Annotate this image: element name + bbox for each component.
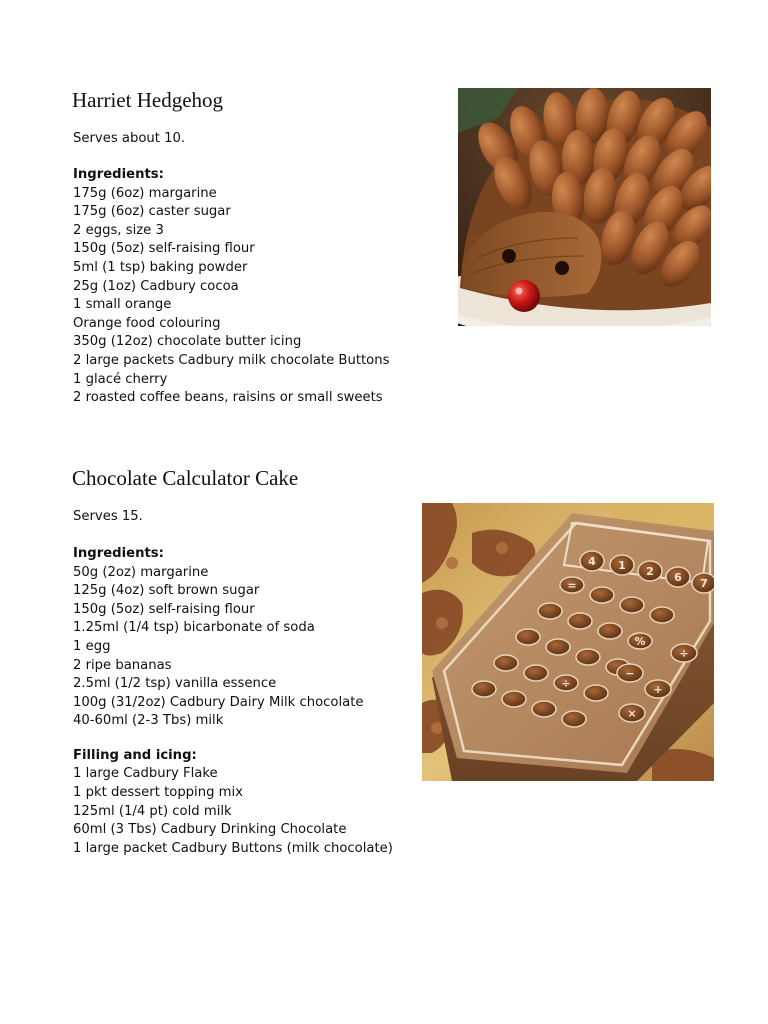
calculator-key bbox=[610, 555, 634, 575]
serves-calculator: Serves 15. bbox=[73, 509, 143, 524]
filling-item: 125ml (1/4 pt) cold milk bbox=[73, 803, 232, 819]
calculator-key bbox=[628, 633, 652, 649]
recipe-title-hedgehog: Harriet Hedgehog bbox=[72, 88, 224, 112]
calculator-key-label: = bbox=[567, 579, 577, 592]
calculator-key bbox=[502, 691, 526, 707]
ingredient-item: 2 ripe bananas bbox=[73, 657, 172, 673]
ingredient-item: 125g (4oz) soft brown sugar bbox=[73, 583, 260, 599]
calculator-key bbox=[516, 629, 540, 645]
calculator-key bbox=[524, 665, 548, 681]
list-spacer bbox=[73, 731, 393, 747]
hedgehog-cake-photo bbox=[458, 88, 711, 326]
calculator-key-label: 6 bbox=[674, 571, 682, 584]
ingredient-item: 100g (31/2oz) Cadbury Dairy Milk chocolate bbox=[73, 694, 364, 710]
ingredient-item: 40-60ml (2-3 Tbs) milk bbox=[73, 713, 224, 729]
ingredient-item: 2 eggs, size 3 bbox=[73, 222, 164, 238]
calculator-key bbox=[619, 704, 645, 722]
calculator-key bbox=[590, 587, 614, 603]
calculator-key bbox=[568, 613, 592, 629]
ingredient-item: 1 small orange bbox=[73, 297, 172, 313]
calculator-key bbox=[638, 561, 662, 581]
calculator-cake-photo bbox=[422, 503, 714, 781]
calculator-key bbox=[554, 675, 578, 691]
calculator-key bbox=[598, 623, 622, 639]
ingredient-item: 150g (5oz) self-raising flour bbox=[73, 241, 255, 257]
ingredient-item: 5ml (1 tsp) baking powder bbox=[73, 259, 248, 275]
calculator-key bbox=[692, 573, 714, 593]
ingredient-item: 175g (6oz) caster sugar bbox=[73, 204, 231, 220]
filling-item: 1 pkt dessert topping mix bbox=[73, 784, 243, 800]
calculator-key bbox=[494, 655, 518, 671]
calculator-key bbox=[650, 607, 674, 623]
calculator-key bbox=[666, 567, 690, 587]
calculator-key-label: 7 bbox=[700, 577, 708, 590]
calculator-key-label: 2 bbox=[646, 565, 654, 578]
ingredients-heading: Ingredients: bbox=[73, 546, 164, 561]
calculator-key bbox=[620, 597, 644, 613]
ingredient-item: 25g (1oz) Cadbury cocoa bbox=[73, 278, 239, 294]
filling-item: 1 large Cadbury Flake bbox=[73, 766, 218, 782]
ingredients-heading: Ingredients: bbox=[73, 167, 164, 182]
recipe-title-calculator: Chocolate Calculator Cake bbox=[72, 466, 299, 490]
ingredient-item: 175g (6oz) margarine bbox=[73, 185, 217, 201]
ingredient-item: 150g (5oz) self-raising flour bbox=[73, 601, 255, 617]
calculator-key bbox=[562, 711, 586, 727]
calculator-key-label: % bbox=[634, 635, 646, 648]
calculator-key-label: ÷ bbox=[679, 647, 689, 660]
calculator-key bbox=[538, 603, 562, 619]
calculator-key-label: + bbox=[653, 683, 663, 696]
ingredient-item: 350g (12oz) chocolate butter icing bbox=[73, 334, 302, 350]
calculator-key bbox=[671, 644, 697, 662]
ingredient-list-calculator bbox=[73, 545, 393, 858]
filling-heading: Filling and icing: bbox=[73, 747, 197, 763]
calculator-key bbox=[584, 685, 608, 701]
calculator-key bbox=[645, 680, 671, 698]
ingredient-item: 2 large packets Cadbury milk chocolate Buttons bbox=[73, 352, 390, 368]
calculator-key bbox=[560, 577, 584, 593]
calculator-key-label: − bbox=[625, 667, 635, 680]
calculator-key-label: ÷ bbox=[561, 677, 571, 690]
calculator-key-label: 1 bbox=[618, 559, 626, 572]
ingredient-list-hedgehog bbox=[73, 166, 389, 408]
serves-hedgehog: Serves about 10. bbox=[73, 131, 186, 146]
calculator-key bbox=[546, 639, 570, 655]
ingredient-item: 1 glacé cherry bbox=[73, 371, 168, 387]
filling-item: 1 large packet Cadbury Buttons (milk chocolate) bbox=[73, 840, 393, 856]
ingredient-item: Orange food colouring bbox=[73, 315, 221, 331]
ingredient-item: 2 roasted coffee beans, raisins or small sweets bbox=[73, 390, 383, 406]
calculator-key bbox=[617, 664, 643, 682]
calculator-key-label: 4 bbox=[588, 555, 596, 568]
calculator-key bbox=[532, 701, 556, 717]
calculator-key bbox=[576, 649, 600, 665]
filling-item: 60ml (3 Tbs) Cadbury Drinking Chocolate bbox=[73, 822, 347, 838]
ingredient-item: 1.25ml (1/4 tsp) bicarbonate of soda bbox=[73, 620, 315, 636]
ingredient-item: 50g (2oz) margarine bbox=[73, 564, 209, 580]
calculator-key bbox=[580, 551, 604, 571]
ingredient-item: 1 egg bbox=[73, 638, 111, 654]
calculator-key bbox=[472, 681, 496, 697]
ingredient-item: 2.5ml (1/2 tsp) vanilla essence bbox=[73, 676, 277, 692]
calculator-key-label: × bbox=[627, 707, 637, 720]
